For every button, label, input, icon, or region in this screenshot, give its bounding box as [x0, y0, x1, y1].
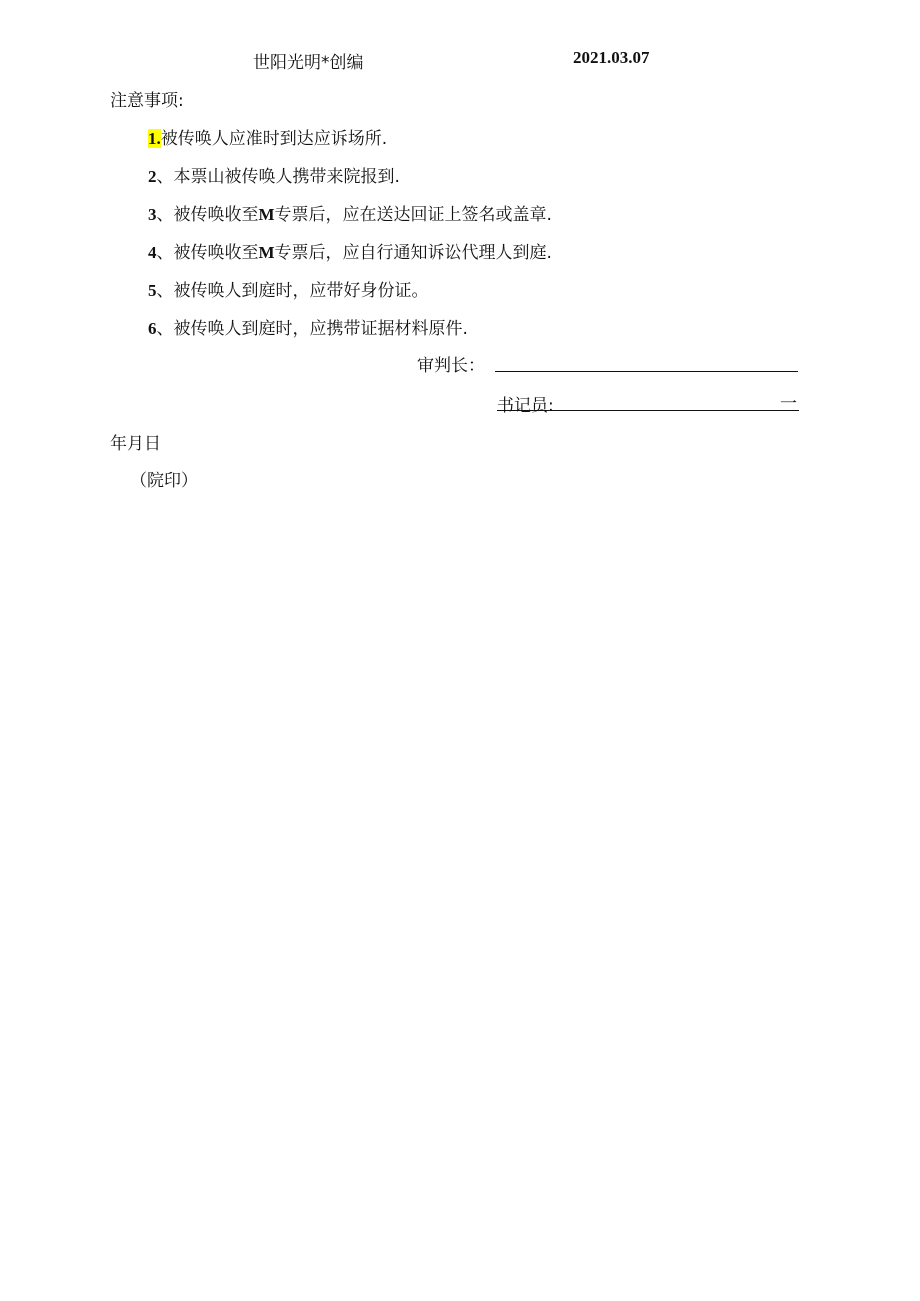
- author-line: 世阳光明*创编: [253, 53, 364, 73]
- item-number: 5: [148, 281, 157, 300]
- clerk-label: 书记员:: [497, 396, 554, 416]
- item-text: 被传唤人应准时到达应诉场所.: [160, 129, 388, 149]
- item-text-rest: 专票后，应在送达回证上签名或盖章.: [274, 205, 552, 225]
- notice-item-1: [148, 124, 387, 149]
- item-number: 2: [148, 167, 157, 186]
- item-bold-letter: M: [258, 243, 275, 262]
- item-number: 1.: [148, 129, 161, 148]
- item-bold-letter: M: [258, 205, 275, 224]
- notice-item-3: [148, 200, 552, 225]
- item-text: 、被传唤收至: [156, 205, 259, 225]
- clerk-signature-line: [497, 410, 799, 411]
- date-line: 2021.03.07: [573, 48, 650, 67]
- item-number: 3: [148, 205, 157, 224]
- item-text-rest: 专票后，应自行通知诉讼代理人到庭.: [274, 243, 552, 263]
- court-seal-label: （院印）: [130, 471, 198, 491]
- item-text: 、被传唤收至: [156, 243, 259, 263]
- notice-title: 注意事项:: [110, 91, 184, 111]
- item-number: 4: [148, 243, 157, 262]
- item-text: 、被传唤人到庭时，应携带证据材料原件.: [156, 319, 468, 339]
- clerk-trailing-mark: 一: [780, 394, 797, 414]
- notice-item-6: [148, 314, 468, 339]
- item-text: 、被传唤人到庭时，应带好身份证。: [156, 281, 429, 301]
- judge-label: 审判长：: [417, 356, 485, 376]
- notice-item-2: [148, 162, 400, 187]
- date-placeholder: 年月日: [110, 434, 161, 454]
- notice-item-4: [148, 238, 552, 263]
- judge-signature-line: [495, 371, 798, 372]
- notice-item-5: [148, 276, 429, 301]
- item-number: 6: [148, 319, 157, 338]
- item-text: 、本票山被传唤人携带来院报到.: [156, 167, 400, 187]
